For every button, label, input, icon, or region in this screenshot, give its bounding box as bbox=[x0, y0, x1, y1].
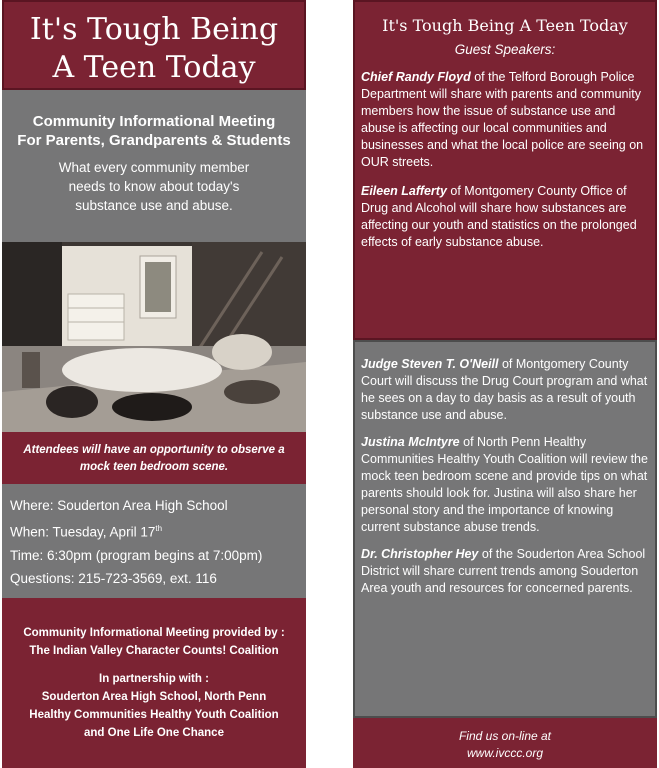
speaker-lafferty: Eileen Lafferty of Montgomery County Office of Drug and Alcohol will share how substances are affecting our youth and statistics on the prolonged effects of early substance abuse. bbox=[361, 184, 637, 249]
speaker-name: Judge Steven T. O'Neill bbox=[361, 357, 499, 371]
speaker-name: Chief Randy Floyd bbox=[361, 70, 471, 84]
event-time: Time: 6:30pm (program begins at 7:00pm) bbox=[10, 547, 263, 563]
partnership-label: In partnership with : bbox=[99, 673, 209, 685]
left-title-block bbox=[2, 0, 306, 90]
event-questions: Questions: 215-723-3569, ext. 116 bbox=[10, 570, 217, 586]
event-where: Where: Souderton Area High School bbox=[10, 498, 228, 513]
website-link[interactable]: www.ivccc.org bbox=[466, 746, 543, 760]
partners-line-3: and One Life One Chance bbox=[84, 727, 224, 739]
speaker-oneill: Judge Steven T. O'Neill of Montgomery County Court will discuss the Drug Court program and what he sees on a day to day basis as a result of youth substance use and abuse. bbox=[361, 357, 648, 422]
speaker-name: Dr. Christopher Hey bbox=[361, 547, 479, 561]
title-line-1: It's Tough Being bbox=[29, 12, 279, 47]
event-details bbox=[2, 484, 306, 598]
partners-line-1: Souderton Area High School, North Penn bbox=[41, 691, 267, 703]
meeting-heading-2: For Parents, Grandparents & Students bbox=[17, 132, 291, 149]
meeting-heading-1: Community Informational Meeting bbox=[32, 113, 276, 130]
partners-line-2: Healthy Communities Healthy Youth Coalition bbox=[29, 709, 279, 721]
provided-by-label: Community Informational Meeting provided by : bbox=[23, 627, 285, 639]
speaker-name: Eileen Lafferty bbox=[361, 184, 447, 198]
observe-note: Attendees will have an opportunity to observe a mock teen bedroom scene. bbox=[2, 432, 306, 484]
event-when: When: Tuesday, April 17th bbox=[10, 524, 163, 540]
meeting-description: What every community member needs to know about today's substance use and abuse. bbox=[58, 160, 250, 213]
find-us-label: Find us on-line at bbox=[458, 729, 552, 743]
speaker-floyd: Chief Randy Floyd of the Telford Borough Police Department will share with parents and community members how the issue of substance use and abuse is affecting our local communities and businesses and what the local police are seeing on OUR streets. bbox=[361, 70, 644, 169]
speaker-hey: Dr. Christopher Hey of the Souderton Area School District will share current trends among Souderton Area youth and resources for concerned parents. bbox=[361, 547, 646, 595]
bedroom-photo bbox=[2, 242, 306, 432]
title-line-2: A Teen Today bbox=[52, 50, 256, 85]
left-panel bbox=[2, 0, 306, 768]
bedroom-scene-image bbox=[2, 242, 306, 432]
guest-speakers-heading: Guest Speakers: bbox=[454, 42, 556, 57]
provided-by-block bbox=[2, 598, 306, 768]
find-us-block bbox=[353, 718, 657, 768]
meeting-info-block bbox=[2, 90, 306, 242]
speaker-mcintyre: Justina McIntyre of North Penn Healthy Communities Healthy Youth Coalition will review the mock teen bedroom scene and provide tips on what parents should look for. Justina will also share her personal story and the importance of knowing current substance abuse trends. bbox=[361, 435, 648, 534]
right-panel bbox=[353, 0, 657, 768]
speaker-name: Justina McIntyre bbox=[361, 435, 460, 449]
coalition-name: The Indian Valley Character Counts! Coalition bbox=[29, 645, 279, 657]
speakers-top-block bbox=[353, 0, 657, 340]
speakers-middle-block bbox=[353, 340, 657, 718]
right-title: It's Tough Being A Teen Today bbox=[382, 16, 628, 35]
